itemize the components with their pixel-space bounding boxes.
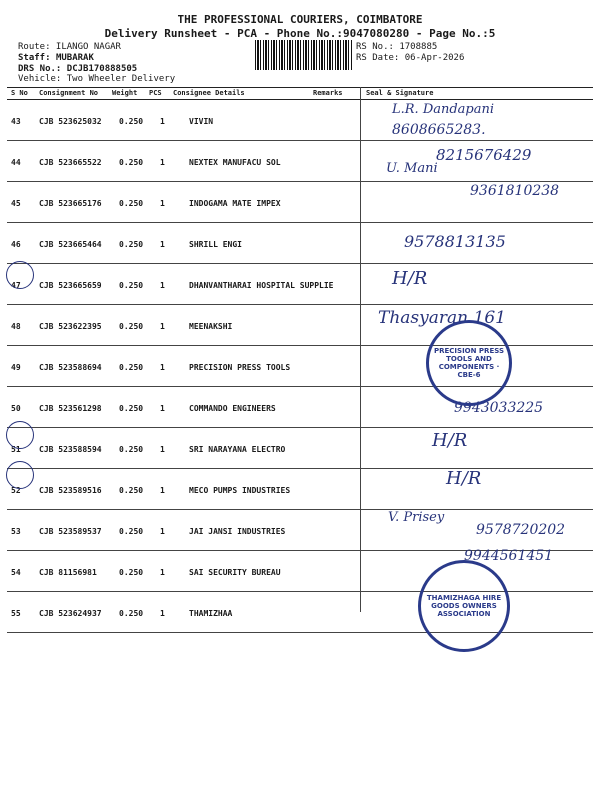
handwritten-phone: 9944561451 xyxy=(464,548,554,564)
handwritten-mark: H/R xyxy=(392,268,428,289)
row-consignment: CJB 523589537 xyxy=(39,527,102,536)
row-weight: 0.250 xyxy=(119,240,144,249)
drs-label: DRS No.: xyxy=(18,64,62,74)
row-sno: 54 xyxy=(11,568,21,577)
row-consignment: CJB 81156981 xyxy=(39,568,97,577)
row-consignee: SRI NARAYANA ELECTRO xyxy=(189,445,286,454)
circle-mark xyxy=(6,421,34,449)
row-weight: 0.250 xyxy=(119,322,144,331)
row-sno: 55 xyxy=(11,609,21,618)
row-consignment: CJB 523588694 xyxy=(39,363,102,372)
circle-mark xyxy=(6,461,34,489)
handwritten-mark: H/R xyxy=(432,430,468,451)
row-sno: 43 xyxy=(11,117,21,126)
row-consignee: JAI JANSI INDUSTRIES xyxy=(189,527,286,536)
row-weight: 0.250 xyxy=(119,527,144,536)
seal-column-divider xyxy=(360,87,361,612)
row-consignee: PRECISION PRESS TOOLS xyxy=(189,363,291,372)
row-consignee: DHANVANTHARAI HOSPITAL SUPPLIE xyxy=(189,281,334,290)
row-pcs: 1 xyxy=(160,404,165,413)
handwritten-phone: 9578720202 xyxy=(476,522,566,538)
row-weight: 0.250 xyxy=(119,281,144,290)
rs-number: RS No.: 1708885 xyxy=(356,42,438,52)
row-weight: 0.250 xyxy=(119,486,144,495)
col-consignee: Consignee Details xyxy=(173,89,245,97)
col-sno: S No xyxy=(11,89,28,97)
row-consignment: CJB 523665522 xyxy=(39,158,102,167)
handwritten-phone: 8608665283. xyxy=(392,122,486,138)
col-weight: Weight xyxy=(112,89,138,97)
row-consignment: CJB 523561298 xyxy=(39,404,102,413)
company-title: THE PROFESSIONAL COURIERS, COIMBATORE xyxy=(177,13,423,26)
row-sno: 49 xyxy=(11,363,21,372)
row-consignment: CJB 523589516 xyxy=(39,486,102,495)
staff-label: Staff: xyxy=(18,53,51,63)
handwritten-name: V. Prisey xyxy=(388,510,445,525)
row-weight: 0.250 xyxy=(119,363,144,372)
row-sno: 45 xyxy=(11,199,21,208)
row-pcs: 1 xyxy=(160,199,165,208)
runsheet-subtitle: Delivery Runsheet - PCA - Phone No.:9047080280 - Page No.:5 xyxy=(104,27,496,40)
row-pcs: 1 xyxy=(160,609,165,618)
row-sno: 44 xyxy=(11,158,21,167)
row-consignee: COMMANDO ENGINEERS xyxy=(189,404,276,413)
row-pcs: 1 xyxy=(160,445,165,454)
company-seal xyxy=(426,320,512,406)
handwritten-phone: 9578813135 xyxy=(404,232,506,251)
table-row xyxy=(7,469,593,510)
row-consignment: CJB 523665176 xyxy=(39,199,102,208)
row-consignment: CJB 523622395 xyxy=(39,322,102,331)
staff xyxy=(18,53,94,63)
table-header xyxy=(7,87,593,100)
drs-value: DCJB170888505 xyxy=(66,64,138,74)
row-sno: 51 xyxy=(11,445,21,454)
row-weight: 0.250 xyxy=(119,609,144,618)
row-consignment: CJB 523665659 xyxy=(39,281,102,290)
row-consignment: CJB 523588594 xyxy=(39,445,102,454)
row-pcs: 1 xyxy=(160,363,165,372)
handwritten-mark: H/R xyxy=(446,468,482,489)
seal-text: THAMIZHAGA HIRE GOODS OWNERS ASSOCIATION xyxy=(426,594,502,618)
row-consignment: CJB 523624937 xyxy=(39,609,102,618)
row-consignee: VIVIN xyxy=(189,117,214,126)
col-seal: Seal & Signature xyxy=(366,89,434,97)
row-pcs: 1 xyxy=(160,158,165,167)
row-pcs: 1 xyxy=(160,117,165,126)
row-weight: 0.250 xyxy=(119,117,144,126)
row-consignment: CJB 523625032 xyxy=(39,117,102,126)
table-row xyxy=(7,100,593,141)
rs-date: RS Date: 06-Apr-2026 xyxy=(356,53,465,63)
row-consignee: MECO PUMPS INDUSTRIES xyxy=(189,486,291,495)
circle-mark xyxy=(6,261,34,289)
row-pcs: 1 xyxy=(160,322,165,331)
row-pcs: 1 xyxy=(160,568,165,577)
row-consignee: SHRILL ENGI xyxy=(189,240,242,249)
row-sno: 50 xyxy=(11,404,21,413)
row-consignee: MEENAKSHI xyxy=(189,322,233,331)
row-pcs: 1 xyxy=(160,240,165,249)
row-weight: 0.250 xyxy=(119,158,144,167)
row-consignee: NEXTEX MANUFACU SOL xyxy=(189,158,281,167)
row-sno: 52 xyxy=(11,486,21,495)
row-consignment: CJB 523665464 xyxy=(39,240,102,249)
row-weight: 0.250 xyxy=(119,404,144,413)
table-row xyxy=(7,428,593,469)
handwritten-name: L.R. Dandapani xyxy=(392,102,495,117)
row-sno: 53 xyxy=(11,527,21,536)
handwritten-name: U. Mani xyxy=(386,161,438,176)
table-row xyxy=(7,264,593,305)
row-sno: 46 xyxy=(11,240,21,249)
staff-value: MUBARAK xyxy=(55,53,94,63)
row-pcs: 1 xyxy=(160,527,165,536)
handwritten-phone: 8215676429 xyxy=(436,146,532,164)
handwritten-text: Thasyaran 161 xyxy=(378,308,506,328)
barcode xyxy=(255,40,353,70)
vehicle: Vehicle: Two Wheeler Delivery xyxy=(18,74,176,84)
route: Route: ILANGO NAGAR xyxy=(18,42,121,52)
row-consignee: INDOGAMA MATE IMPEX xyxy=(189,199,281,208)
col-pcs: PCS xyxy=(149,89,162,97)
row-pcs: 1 xyxy=(160,281,165,290)
seal-text: PRECISION PRESS TOOLS AND COMPONENTS · CBE-6 xyxy=(433,347,504,379)
col-remarks: Remarks xyxy=(313,89,343,97)
handwritten-phone: 9361810238 xyxy=(470,183,560,199)
association-seal xyxy=(418,560,510,652)
drs-number xyxy=(18,64,137,74)
row-weight: 0.250 xyxy=(119,568,144,577)
handwritten-phone: 9943033225 xyxy=(454,400,544,416)
row-consignee: THAMIZHAA xyxy=(189,609,233,618)
row-pcs: 1 xyxy=(160,486,165,495)
row-sno: 47 xyxy=(11,281,21,290)
row-weight: 0.250 xyxy=(119,199,144,208)
row-sno: 48 xyxy=(11,322,21,331)
col-consignment: Consignment No xyxy=(39,89,99,97)
row-consignee: SAI SECURITY BUREAU xyxy=(189,568,281,577)
row-weight: 0.250 xyxy=(119,445,144,454)
